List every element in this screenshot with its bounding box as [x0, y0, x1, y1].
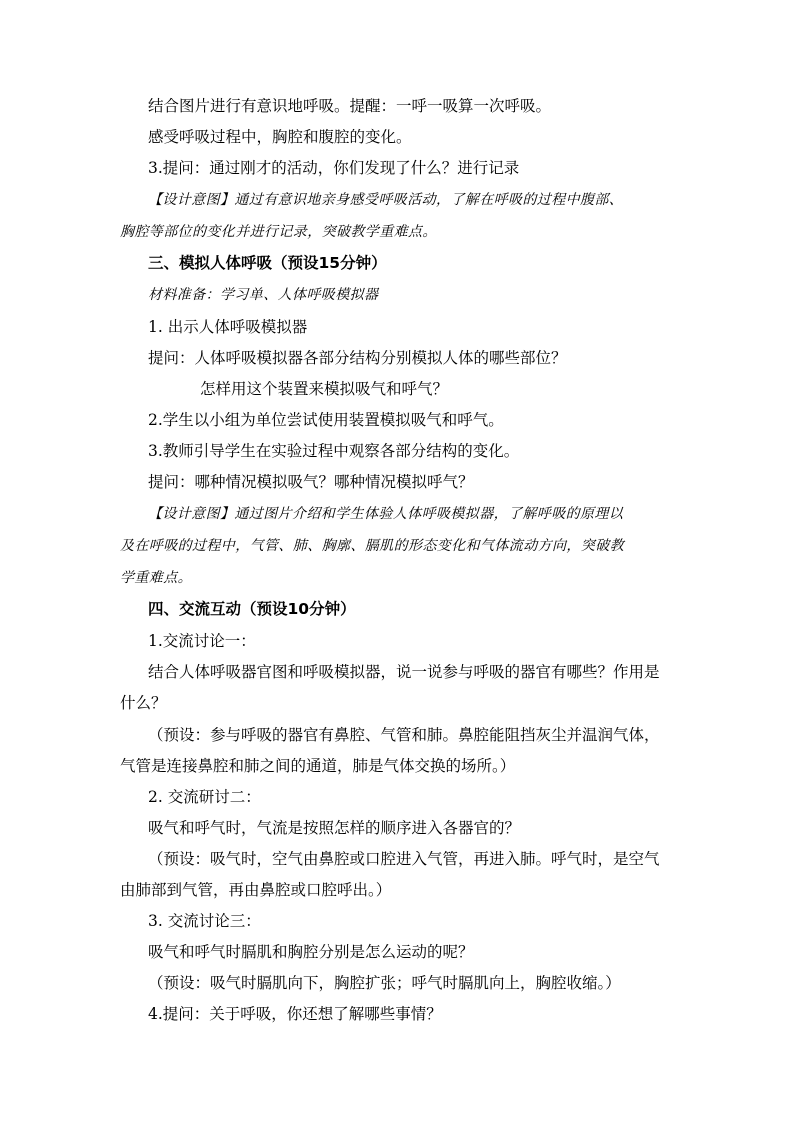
section-heading: 四、交流互动（预设10分钟）: [148, 600, 356, 618]
text-line: 3.教师引导学生在实验过程中观察各部分结构的变化。: [148, 442, 520, 460]
text-line: （预设：吸气时，空气由鼻腔或口腔进入气管，再进入肺。呼气时，是空气: [148, 850, 660, 868]
text-line: 怎样用这个装置来模拟吸气和呼气？: [200, 380, 449, 398]
text-line: 由肺部到气管，再由鼻腔或口腔呼出。）: [120, 881, 392, 899]
text-line: 3.提问：通过刚才的活动，你们发现了什么？进行记录: [148, 159, 520, 177]
text-line: 结合人体呼吸器官图和呼吸模拟器，说一说参与呼吸的器官有哪些？作用是: [148, 663, 660, 681]
design-intent-line: 胸腔等部位的变化并进行记录，突破教学重难点。: [120, 224, 437, 240]
text-line: 什么？: [120, 694, 167, 712]
text-line: （预设：吸气时膈肌向下，胸腔扩张；呼气时膈肌向上，胸腔收缩。）: [148, 974, 621, 992]
text-line: 3. 交流讨论三：: [148, 912, 261, 930]
text-line: 2. 交流研讨二：: [148, 788, 261, 806]
text-line: 吸气和呼气时膈肌和胸腔分别是怎么运动的呢？: [148, 943, 474, 961]
text-line: 材料准备：学习单、人体呼吸模拟器: [148, 287, 379, 303]
text-line: 1.交流讨论一：: [148, 632, 256, 650]
text-line: 4.提问：关于呼吸，你还想了解哪些事情？: [148, 1005, 442, 1023]
text-line: 结合图片进行有意识地呼吸。提醒：一呼一吸算一次呼吸。: [148, 97, 552, 115]
text-line: 提问：哪种情况模拟吸气？哪种情况模拟呼气？: [148, 473, 474, 491]
design-intent-line: 及在呼吸的过程中，气管、肺、胸廓、膈肌的形态变化和气体流动方向，突破教: [120, 538, 624, 554]
text-line: 2.学生以小组为单位尝试使用装置模拟吸气和呼气。: [148, 411, 504, 429]
text-line: 感受呼吸过程中，胸腔和腹腔的变化。: [148, 128, 412, 146]
design-intent-line: 学重难点。: [120, 570, 192, 586]
text-line: 吸气和呼气时，气流是按照怎样的顺序进入各器官的？: [148, 819, 521, 837]
text-line: 1. 出示人体呼吸模拟器: [148, 318, 308, 336]
design-intent-line: 【设计意图】通过图片介绍和学生体验人体呼吸模拟器，了解呼吸的原理以: [148, 506, 624, 522]
text-line: 气管是连接鼻腔和肺之间的通道，肺是气体交换的场所。）: [120, 757, 516, 775]
design-intent-line: 【设计意图】通过有意识地亲身感受呼吸活动，了解在呼吸的过程中腹部、: [148, 192, 624, 208]
text-line: （预设：参与呼吸的器官有鼻腔、气管和肺。鼻腔能阻挡灰尘并温润气体，: [148, 726, 660, 744]
section-heading: 三、模拟人体呼吸（预设15分钟）: [148, 254, 387, 272]
text-line: 提问：人体呼吸模拟器各部分结构分别模拟人体的哪些部位？: [148, 349, 567, 367]
